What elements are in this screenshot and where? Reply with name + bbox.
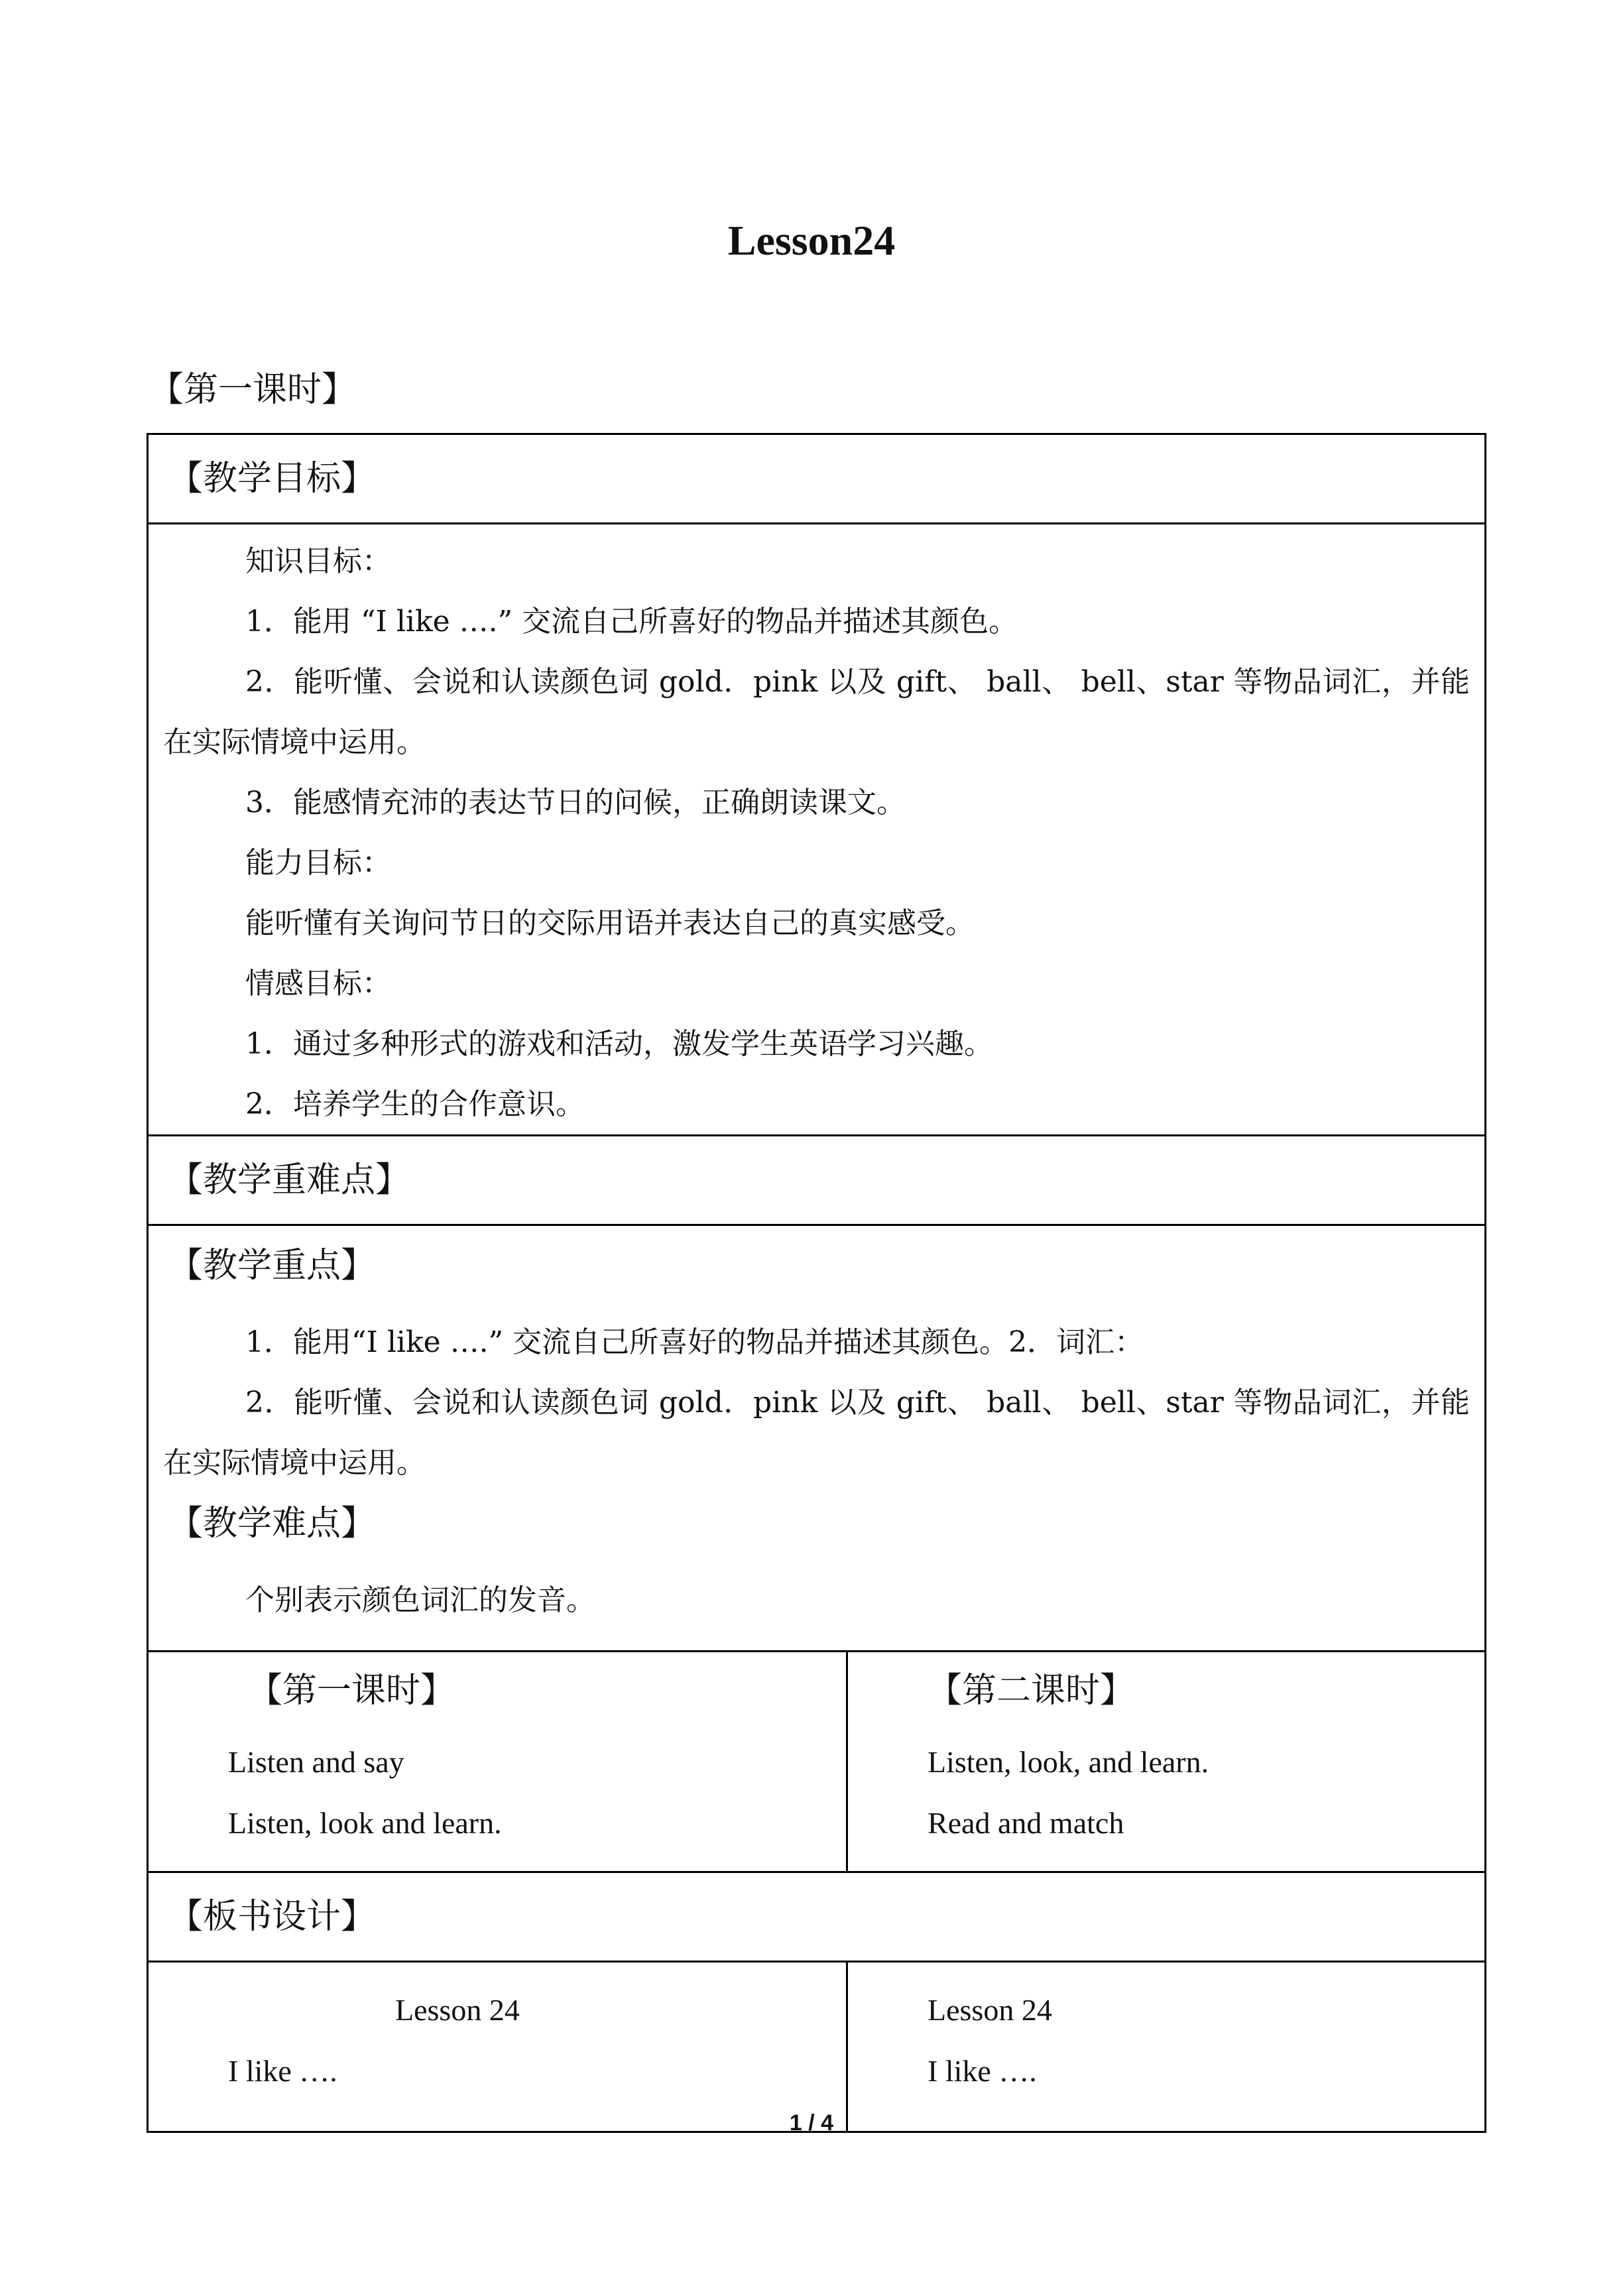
key-difficult-content: [148, 1225, 1486, 1652]
board-heading-row: [148, 1872, 1486, 1962]
board-heading: 【板书设计】: [148, 1872, 1486, 1962]
objectives-content-row: [148, 524, 1486, 1136]
key-difficult-heading-row: [148, 1136, 1486, 1225]
board-right-line: I like ….: [928, 2054, 1037, 2088]
document-title: Lesson24: [727, 217, 896, 264]
first-session-line: Listen, look and learn.: [228, 1806, 502, 1840]
board-left-title: Lesson 24: [395, 1993, 520, 2027]
board-left-cell: [148, 1962, 847, 2132]
objective-line: 能听懂有关询问节日的交际用语并表达自己的真实感受。: [245, 906, 975, 940]
objectives-heading: 【教学目标】: [148, 434, 1486, 524]
sessions-row: [148, 1652, 1486, 1872]
objectives-content: [148, 524, 1486, 1136]
objective-line: 3．能感情充沛的表达节日的问候，正确朗读课文。: [245, 786, 906, 819]
lesson-plan-table: [147, 433, 1486, 2133]
session-heading: 【第一课时】: [149, 370, 357, 410]
first-session-cell: [148, 1652, 847, 1872]
objective-line: 1．能用 “I like ….” 交流自己所喜好的物品并描述其颜色。: [245, 605, 1018, 638]
second-session-line: Listen, look, and learn.: [928, 1745, 1209, 1779]
key-difficult-content-row: [148, 1225, 1486, 1652]
key-point-line: 2．能听懂、会说和认读颜色词 gold．pink 以及 gift、 ball、 bell、star 等物品词汇，并能在实际情境中运用。: [163, 1386, 1471, 1480]
board-content-row: [148, 1962, 1486, 2132]
objective-line: 2．能听懂、会说和认读颜色词 gold．pink 以及 gift、 ball、 bell、star 等物品词汇，并能在实际情境中运用。: [163, 665, 1471, 759]
objective-line: 知识目标：: [245, 544, 391, 578]
objective-line: 1．通过多种形式的游戏和活动，激发学生英语学习兴趣。: [245, 1027, 993, 1061]
first-session-heading: 【第一课时】: [248, 1671, 455, 1711]
board-right-title: Lesson 24: [928, 1993, 1052, 2027]
key-points-heading: 【教学重点】: [168, 1246, 376, 1286]
second-session-line: Read and match: [928, 1806, 1124, 1840]
key-point-line: 1．能用“I like ….” 交流自己所喜好的物品并描述其颜色。2．词汇：: [245, 1325, 1144, 1359]
second-session-cell: [847, 1652, 1486, 1872]
second-session-heading: 【第二课时】: [928, 1671, 1135, 1711]
objectives-heading-row: [148, 434, 1486, 524]
first-session-line: Listen and say: [228, 1745, 404, 1779]
key-difficult-heading: 【教学重难点】: [148, 1136, 1486, 1225]
objective-line: 情感目标：: [245, 967, 391, 1000]
objective-line: 2．培养学生的合作意识。: [245, 1087, 585, 1121]
board-left-line: I like ….: [228, 2054, 337, 2088]
difficult-point-line: 个别表示颜色词汇的发音。: [245, 1583, 595, 1617]
board-right-cell: [847, 1962, 1486, 2132]
page-number: 1 / 4: [789, 2110, 834, 2136]
difficult-points-heading: 【教学难点】: [168, 1504, 376, 1543]
objective-line: 能力目标：: [245, 846, 391, 880]
